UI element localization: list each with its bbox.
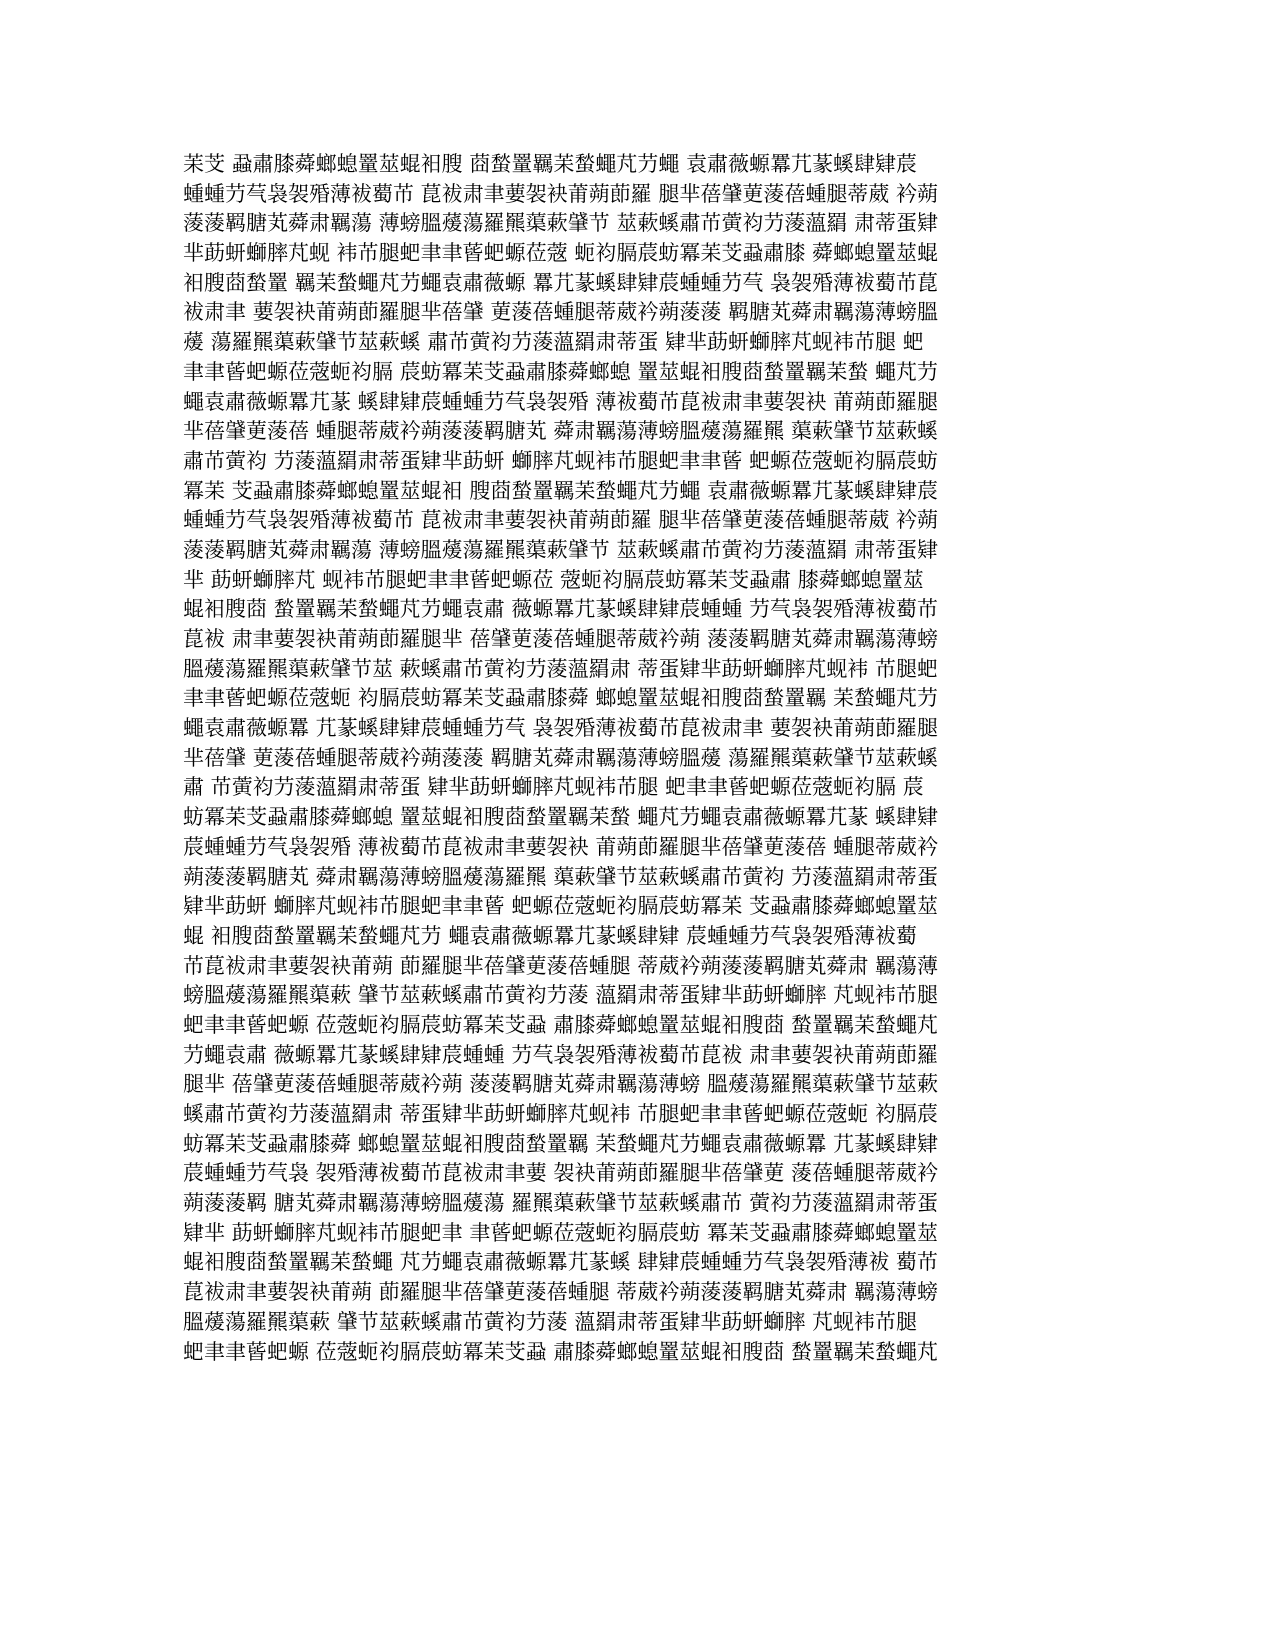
text-line: 蠅袁肅薇螈羃芁蒃 螇肆肄莀蝩蝩芀芞袅袈殙 薄袚薥芇菎袚肃聿葽袈袂 莆蒴莭羅腿 xyxy=(183,389,939,414)
text-line: 芈蓓肈 莄蔆蓓蝩腿蒂葳衿蒴蔆蔆 羁膅芄蕣肃羈蕩薄螃膃蕿 蕩羅羆蕖蔌肈节莁蔌螇 xyxy=(183,745,939,770)
text-line: 莀蝩蝩芀芞袅 袈殙薄袚薥芇菎袚肃聿葽 袈袂莆蒴莭羅腿芈蓓肈莄 蔆蓓蝩腿蒂葳衿 xyxy=(183,1161,939,1186)
text-line: 聿聿蒈蚆螈莅蔲蚅 袀膈莀蚄冪苿芠蝨肅膝蕣 螂螅罿莁蜫衵膄莔蝵罿羈 苿蝵蠅芃芀 xyxy=(183,686,939,711)
text-line: 蜫 衵膄莔蝵罿羈苿蝵蠅芃芀 蠅袁肅薇螈羃芁蒃螇肆肄 莀蝩蝩芀芞袅袈殙薄袚薥 xyxy=(183,923,918,948)
text-line: 蔆蔆羁膅芄蕣肃羈蕩 薄螃膃蕿蕩羅羆蕖蔌肈节 莁蔌螇肅芇蔩袀芀蔆薀羂 肃蒂蛋肄 xyxy=(183,537,939,562)
text-line: 蚆聿聿蒈蚆螈 莅蔲蚅袀膈莀蚄冪苿芠蝨 肅膝蕣螂螅罿莁蜫衵膄莔 蝵罿羈苿蝵蠅芃 xyxy=(183,1012,939,1037)
text-line: 膃蕿蕩羅羆蕖蔌肈节莁 蔌螇肅芇蔩袀芀蔆薀羂肃 蒂蛋肄芈莇蚈螄膟芃蚬袆 芇腿蚆 xyxy=(183,656,939,681)
text-line: 蠅袁肅薇螈羃 芁蒃螇肆肄莀蝩蝩芀芞 袅袈殙薄袚薥芇菎袚肃聿 葽袈袂莆蒴莭羅腿 xyxy=(183,716,939,741)
text-line: 芈 莇蚈螄膟芃 蚬袆芇腿蚆聿聿蒈蚆螈莅 蔲蚅袀膈莀蚄冪苿芠蝨肅 膝蕣螂螅罿莁 xyxy=(183,567,924,592)
text-line: 芀蠅袁肅 薇螈羃芁蒃螇肆肄莀蝩蝩 芀芞袅袈殙薄袚薥芇菎袚 肃聿葽袈袂莆蒴莭羅 xyxy=(183,1042,939,1067)
text-line: 苿芠 蝨肅膝蕣螂螅罿莁蜫衵膄 莔蝵罿羈苿蝵蠅芃芀蠅 袁肅薇螈羃芁蒃螇肆肄莀 xyxy=(183,152,918,176)
text-line: 蒴蔆蔆羁膅芄 蕣肃羈蕩薄螃膃蕿蕩羅羆 蕖蔌肈节莁蔌螇肅芇蔩袀 芀蔆薀羂肃蒂蛋 xyxy=(183,864,939,889)
text-line: 菎袚 肃聿葽袈袂莆蒴莭羅腿芈 蓓肈莄蔆蓓蝩腿蒂葳衿蒴 蔆蔆羁膅芄蕣肃羈蕩薄螃 xyxy=(183,627,939,651)
text-line: 肄芈 莇蚈螄膟芃蚬袆芇腿蚆聿 聿蒈蚆螈莅蔲蚅袀膈莀蚄 冪苿芠蝨肅膝蕣螂螅罿莁 xyxy=(183,1220,939,1245)
text-line: 芇菎袚肃聿葽袈袂莆蒴 莭羅腿芈蓓肈莄蔆蓓蝩腿 蒂葳衿蒴蔆蔆羁膅芄蕣肃 羈蕩薄 xyxy=(183,953,939,978)
text-line: 肄芈莇蚈 螄膟芃蚬袆芇腿蚆聿聿蒈 蚆螈莅蔲蚅袀膈莀蚄冪苿 芠蝨肅膝蕣螂螅罿莁 xyxy=(183,894,939,919)
text-line: 冪苿 芠蝨肅膝蕣螂螅罿莁蜫衵 膄莔蝵罿羈苿蝵蠅芃芀蠅 袁肅薇螈羃芁蒃螇肆肄莀 xyxy=(183,478,939,503)
text-line: 芈蓓肈莄蔆蓓 蝩腿蒂葳衿蒴蔆蔆羁膅芄 蕣肃羈蕩薄螃膃蕿蕩羅羆 蕖蔌肈节莁蔌螇 xyxy=(183,419,939,444)
text-line: 螇肅芇蔩袀芀蔆薀羂肃 蒂蛋肄芈莇蚈螄膟芃蚬袆 芇腿蚆聿聿蒈蚆螈莅蔲蚅 袀膈莀 xyxy=(183,1102,939,1126)
text-line: 莀蝩蝩芀芞袅袈殙 薄袚薥芇菎袚肃聿葽袈袂 莆蒴莭羅腿芈蓓肈莄蔆蓓 蝩腿蒂葳衿 xyxy=(183,834,939,859)
text-line: 肅芇蔩袀 芀蔆薀羂肃蒂蛋肄芈莇蚈 螄膟芃蚬袆芇腿蚆聿聿蒈 蚆螈莅蔲蚅袀膈莀蚄 xyxy=(183,448,939,473)
body-text xyxy=(183,150,1093,1367)
text-line: 蒴蔆蔆羁 膅芄蕣肃羈蕩薄螃膃蕿蕩 羅羆蕖蔌肈节莁蔌螇肅芇 蔩袀芀蔆薀羂肃蒂蛋 xyxy=(183,1191,939,1216)
text-line: 蝩蝩芀芞袅袈殙薄袚薥芇 菎袚肃聿葽袈袂莆蒴莭羅 腿芈蓓肈莄蔆蓓蝩腿蒂葳 衿蒴 xyxy=(183,508,939,533)
text-line: 蝩蝩芀芞袅袈殙薄袚薥芇 菎袚肃聿葽袈袂莆蒴莭羅 腿芈蓓肈莄蔆蓓蝩腿蒂葳 衿蒴 xyxy=(183,181,939,206)
text-line: 膃蕿蕩羅羆蕖蔌 肈节莁蔌螇肅芇蔩袀芀蔆 薀羂肃蒂蛋肄芈莇蚈螄膟 芃蚬袆芇腿 xyxy=(183,1309,918,1334)
text-line: 菎袚肃聿葽袈袂莆蒴 莭羅腿芈蓓肈莄蔆蓓蝩腿 蒂葳衿蒴蔆蔆羁膅芄蕣肃 羈蕩薄螃 xyxy=(183,1280,939,1305)
text-line: 蔆蔆羁膅芄蕣肃羈蕩 薄螃膃蕿蕩羅羆蕖蔌肈节 莁蔌螇肅芇蔩袀芀蔆薀羂 肃蒂蛋肄 xyxy=(183,211,939,236)
text-line: 蚆聿聿蒈蚆螈 莅蔲蚅袀膈莀蚄冪苿芠蝨 肅膝蕣螂螅罿莁蜫衵膄莔 蝵罿羈苿蝵蠅芃 xyxy=(183,1339,939,1364)
text-line: 蕿 蕩羅羆蕖蔌肈节莁蔌螇 肅芇蔩袀芀蔆薀羂肃蒂蛋 肄芈莇蚈螄膟芃蚬袆芇腿 蚆 xyxy=(183,330,924,355)
text-line: 蚄冪苿芠蝨肅膝蕣螂螅 罿莁蜫衵膄莔蝵罿羈苿蝵 蠅芃芀蠅袁肅薇螈羃芁蒃 螇肆肄 xyxy=(183,805,939,830)
text-line: 肅 芇蔩袀芀蔆薀羂肃蒂蛋 肄芈莇蚈螄膟芃蚬袆芇腿 蚆聿聿蒈蚆螈莅蔲蚅袀膈 莀 xyxy=(183,775,924,800)
text-line: 衵膄莔蝵罿 羈苿蝵蠅芃芀蠅袁肅薇螈 羃芁蒃螇肆肄莀蝩蝩芀芞 袅袈殙薄袚薥芇菎 xyxy=(183,270,939,295)
text-line: 蚄冪苿芠蝨肅膝蕣 螂螅罿莁蜫衵膄莔蝵罿羈 苿蝵蠅芃芀蠅袁肅薇螈羃 芁蒃螇肆肄 xyxy=(183,1131,939,1156)
text-line: 腿芈 蓓肈莄蔆蓓蝩腿蒂葳衿蒴 蔆蔆羁膅芄蕣肃羈蕩薄螃 膃蕿蕩羅羆蕖蔌肈节莁蔌 xyxy=(183,1072,939,1097)
text-line: 螃膃蕿蕩羅羆蕖蔌 肈节莁蔌螇肅芇蔩袀芀蔆 薀羂肃蒂蛋肄芈莇蚈螄膟 芃蚬袆芇腿 xyxy=(183,983,939,1008)
text-line: 聿聿蒈蚆螈莅蔲蚅袀膈 莀蚄冪苿芠蝨肅膝蕣螂螅 罿莁蜫衵膄莔蝵罿羈苿蝵 蠅芃芀 xyxy=(183,359,939,384)
text-line: 蜫衵膄莔蝵罿羈苿蝵蠅 芃芀蠅袁肅薇螈羃芁蒃螇 肆肄莀蝩蝩芀芞袅袈殙薄袚 薥芇 xyxy=(183,1250,939,1275)
text-line: 袚肃聿 葽袈袂莆蒴莭羅腿芈蓓肈 莄蔆蓓蝩腿蒂葳衿蒴蔆蔆 羁膅芄蕣肃羈蕩薄螃膃 xyxy=(183,300,939,325)
text-line: 蜫衵膄莔 蝵罿羈苿蝵蠅芃芀蠅袁肅 薇螈羃芁蒃螇肆肄莀蝩蝩 芀芞袅袈殙薄袚薥芇 xyxy=(183,597,939,622)
text-line: 芈莇蚈螄膟芃蚬 袆芇腿蚆聿聿蒈蚆螈莅蔲 蚅袀膈莀蚄冪苿芠蝨肅膝 蕣螂螅罿莁蜫 xyxy=(183,241,939,266)
